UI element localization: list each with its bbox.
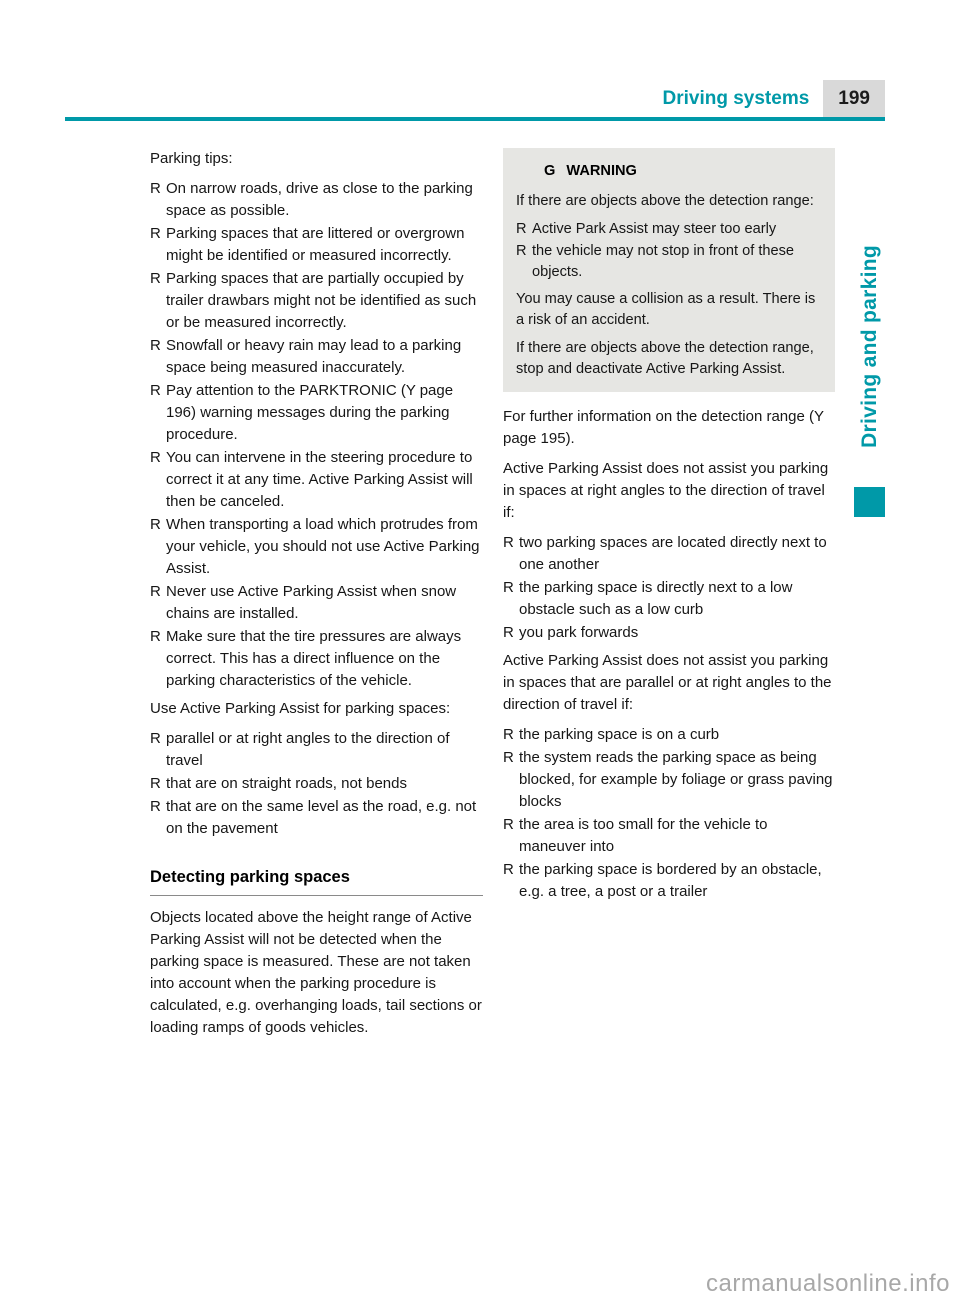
list-item xyxy=(516,219,822,240)
list-item xyxy=(150,223,483,267)
bullet-glyph: R xyxy=(503,726,514,743)
page-number: 199 xyxy=(823,80,885,117)
list-item-text: Snowfall or heavy rain may lead to a parking space being measured inaccurately. xyxy=(166,337,462,376)
section-heading: Detecting parking spaces xyxy=(150,866,483,896)
warning-intro: If there are objects above the detection range: xyxy=(516,193,814,209)
list-item-text: the system reads the parking space as being blocked, for example by foliage or grass paving blocks xyxy=(519,749,833,810)
bullet-glyph: R xyxy=(150,270,161,287)
list-item-text: Never use Active Parking Assist when snow chains are installed. xyxy=(166,583,457,622)
list-item xyxy=(503,747,835,813)
bullet-glyph: R xyxy=(150,382,161,399)
warning-list xyxy=(516,219,822,283)
bullet-glyph: R xyxy=(503,749,514,766)
warning-consequence: You may cause a collision as a result. There is a risk of an accident. xyxy=(516,291,816,328)
list-item-text: the parking space is on a curb xyxy=(519,726,720,743)
use-assist-intro: Use Active Parking Assist for parking spaces: xyxy=(150,700,451,717)
bullet-glyph: R xyxy=(150,730,161,747)
use-assist-list xyxy=(150,728,483,840)
list-item xyxy=(150,380,483,446)
list-item xyxy=(150,514,483,580)
list-item xyxy=(503,577,835,621)
list-item-text: that are on the same level as the road, e.g. not on the pavement xyxy=(166,798,477,837)
list-item xyxy=(150,268,483,334)
list-item-text: the parking space is bordered by an obstacle, e.g. a tree, a post or a trailer xyxy=(519,861,822,900)
parking-tips-intro: Parking tips: xyxy=(150,150,233,167)
right-angle-list xyxy=(503,532,835,644)
list-item-text: two parking spaces are located directly next to one another xyxy=(519,534,827,573)
list-item xyxy=(503,814,835,858)
list-item xyxy=(150,581,483,625)
warning-instruction: If there are objects above the detection range, stop and deactivate Active Parking Assist. xyxy=(516,340,814,377)
bullet-glyph: R xyxy=(503,534,514,551)
chapter-tab-marker xyxy=(854,487,885,517)
list-item-text: the parking space is directly next to a low obstacle such as a low curb xyxy=(519,579,793,618)
warning-title: WARNING xyxy=(566,163,637,179)
list-item-text: Parking spaces that are partially occupied by trailer drawbars might not be identified as such or be measured incorrectly. xyxy=(166,270,477,331)
list-item-text: Active Park Assist may steer too early xyxy=(532,221,777,237)
list-item xyxy=(503,859,835,903)
right-column xyxy=(503,148,835,1041)
bullet-glyph: R xyxy=(503,816,514,833)
bullet-glyph: R xyxy=(150,449,161,466)
bullet-glyph: R xyxy=(150,337,161,354)
list-item xyxy=(150,178,483,222)
warning-box xyxy=(503,148,835,392)
bullet-glyph: R xyxy=(503,624,514,641)
bullet-glyph: R xyxy=(150,516,161,533)
list-item-text: parallel or at right angles to the direction of travel xyxy=(166,730,450,769)
list-item-text: the vehicle may not stop in front of these objects. xyxy=(532,243,795,280)
list-item xyxy=(150,447,483,513)
bullet-glyph: R xyxy=(150,583,161,600)
list-item-text: that are on straight roads, not bends xyxy=(166,775,407,792)
bullet-glyph: R xyxy=(503,861,514,878)
list-item xyxy=(150,796,483,840)
list-item xyxy=(503,724,835,746)
list-item-text: Pay attention to the PARKTRONIC (Y page 196) warning messages during the parking procedure. xyxy=(166,382,454,443)
parking-tips-list xyxy=(150,178,483,692)
right-angle-intro: Active Parking Assist does not assist you parking in spaces at right angles to the direction of travel if: xyxy=(503,460,829,521)
bullet-glyph: R xyxy=(516,243,527,259)
parallel-list xyxy=(503,724,835,903)
list-item-text: You can intervene in the steering procedure to correct it at any time. Active Parking Assist will then be canceled. xyxy=(166,449,473,510)
list-item xyxy=(150,728,483,772)
list-item xyxy=(150,335,483,379)
bullet-glyph: R xyxy=(150,628,161,645)
watermark-text: carmanualsonline.info xyxy=(706,1270,950,1297)
list-item-text: Parking spaces that are littered or overgrown might be identified or measured incorrectly. xyxy=(166,225,465,264)
page-header xyxy=(65,80,885,121)
list-item-text: the area is too small for the vehicle to maneuver into xyxy=(519,816,768,855)
list-item-text: Make sure that the tire pressures are always correct. This has a direct influence on the parking characteristics of the vehicle. xyxy=(166,628,462,689)
warning-icon: G xyxy=(544,163,556,179)
list-item xyxy=(516,241,822,283)
bullet-glyph: R xyxy=(150,225,161,242)
list-item xyxy=(503,532,835,576)
list-item-text: you park forwards xyxy=(519,624,639,641)
bullet-glyph: R xyxy=(150,798,161,815)
chapter-tab-label: Driving and parking xyxy=(858,245,881,448)
left-column xyxy=(150,148,483,1041)
warning-header xyxy=(516,161,822,182)
bullet-glyph: R xyxy=(516,221,527,237)
list-item-text: On narrow roads, drive as close to the parking space as possible. xyxy=(166,180,473,219)
list-item xyxy=(150,773,483,795)
bullet-glyph: R xyxy=(150,775,161,792)
list-item xyxy=(150,626,483,692)
detecting-paragraph: Objects located above the height range of Active Parking Assist will not be detected when the parking space is measured. These are not taken into account when the parking procedure is calculated, e.g. overhanging loads, tail sections or loading ramps of goods vehicles. xyxy=(150,909,482,1036)
parallel-intro: Active Parking Assist does not assist you parking in spaces that are parallel or at right angles to the direction of travel if: xyxy=(503,652,832,713)
list-item xyxy=(503,622,835,644)
section-title: Driving systems xyxy=(662,88,810,109)
list-item-text: When transporting a load which protrudes from your vehicle, you should not use Active Parking Assist. xyxy=(166,516,480,577)
detection-range-paragraph: For further information on the detection range (Y page 195). xyxy=(503,408,824,447)
bullet-glyph: R xyxy=(150,180,161,197)
content-columns xyxy=(150,148,835,1041)
bullet-glyph: R xyxy=(503,579,514,596)
